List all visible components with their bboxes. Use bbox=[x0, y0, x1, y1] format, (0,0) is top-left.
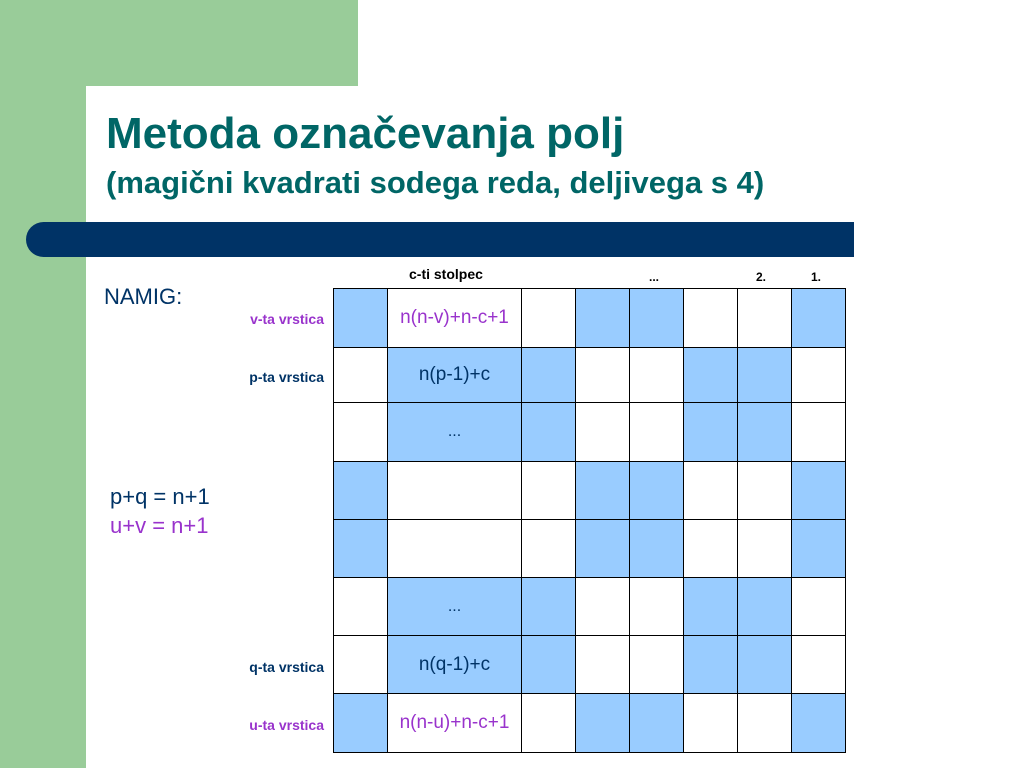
grid-cell bbox=[684, 403, 738, 462]
grid-cell bbox=[630, 520, 684, 578]
magic-square-grid bbox=[333, 288, 900, 753]
grid-cell bbox=[576, 694, 630, 753]
grid-cell bbox=[334, 348, 388, 403]
grid-cell bbox=[684, 578, 738, 636]
grid-cell bbox=[792, 348, 846, 403]
grid-cell bbox=[388, 403, 522, 462]
grid-row bbox=[334, 462, 900, 520]
grid-cell bbox=[792, 289, 846, 348]
row-label-v: v-ta vrstica bbox=[250, 311, 324, 327]
slide-title: Metoda označevanja polj bbox=[106, 109, 625, 158]
grid-cell bbox=[522, 289, 576, 348]
cell-formula-q: n(q-1)+c bbox=[418, 653, 491, 675]
cell-ellipsis: ... bbox=[447, 423, 462, 440]
grid-cell bbox=[684, 694, 738, 753]
grid-cell bbox=[576, 520, 630, 578]
grid-cell bbox=[522, 636, 576, 694]
grid-cell bbox=[630, 636, 684, 694]
grid-cell bbox=[388, 578, 522, 636]
grid-cell bbox=[792, 520, 846, 578]
grid-row bbox=[334, 694, 900, 753]
grid-row bbox=[334, 289, 900, 348]
grid-cell bbox=[522, 694, 576, 753]
grid-cell bbox=[388, 520, 522, 578]
grid-cell bbox=[522, 403, 576, 462]
grid-row bbox=[334, 348, 900, 403]
green-top-strip bbox=[0, 0, 358, 86]
grid-cell bbox=[684, 520, 738, 578]
grid-cell bbox=[334, 403, 388, 462]
cell-formula-u: n(n-u)+n-c+1 bbox=[399, 712, 510, 733]
grid-cell bbox=[630, 462, 684, 520]
row-label-p: p-ta vrstica bbox=[249, 369, 324, 385]
grid-cell bbox=[388, 348, 522, 403]
grid-row bbox=[334, 403, 900, 462]
grid-cell bbox=[684, 348, 738, 403]
equation-uv: u+v = n+1 bbox=[110, 513, 209, 538]
row-label-q: q-ta vrstica bbox=[249, 659, 324, 675]
grid-cell bbox=[630, 578, 684, 636]
grid-cell bbox=[576, 403, 630, 462]
grid-cell bbox=[738, 289, 792, 348]
grid-cell bbox=[792, 578, 846, 636]
slide-subtitle: (magični kvadrati sodega reda, deljivega s 4) bbox=[106, 165, 765, 200]
grid-cell bbox=[576, 636, 630, 694]
column-header-c: c-ti stolpec bbox=[409, 266, 483, 282]
cell-formula-v: n(n-v)+n-c+1 bbox=[400, 307, 509, 328]
grid-cell bbox=[522, 348, 576, 403]
grid-cell bbox=[738, 403, 792, 462]
grid-cell bbox=[388, 462, 522, 520]
grid-cell bbox=[576, 289, 630, 348]
grid-cell bbox=[522, 520, 576, 578]
grid-cell bbox=[684, 636, 738, 694]
title-divider-bar bbox=[26, 222, 854, 257]
grid-cell bbox=[388, 636, 522, 694]
grid-row bbox=[334, 578, 900, 636]
grid-cell bbox=[576, 348, 630, 403]
grid-cell bbox=[792, 694, 846, 753]
grid-cell bbox=[684, 462, 738, 520]
grid-cell bbox=[630, 694, 684, 753]
equation-pq: p+q = n+1 bbox=[110, 484, 210, 509]
grid-cell bbox=[576, 462, 630, 520]
grid-row bbox=[334, 520, 900, 578]
grid-cell bbox=[738, 694, 792, 753]
column-header-1: 1. bbox=[811, 270, 822, 284]
grid-cell bbox=[334, 520, 388, 578]
grid-cell bbox=[576, 578, 630, 636]
grid-cell bbox=[630, 403, 684, 462]
grid-cell bbox=[792, 636, 846, 694]
row-label-u: u-ta vrstica bbox=[249, 717, 324, 733]
cell-ellipsis: ... bbox=[447, 597, 462, 615]
grid-cell bbox=[334, 694, 388, 753]
grid-cell bbox=[738, 462, 792, 520]
grid-cell bbox=[334, 462, 388, 520]
green-side-strip bbox=[0, 0, 86, 768]
grid-cell bbox=[684, 289, 738, 348]
grid-cell bbox=[522, 578, 576, 636]
column-header-2: 2. bbox=[756, 270, 767, 284]
grid-cell bbox=[630, 289, 684, 348]
grid-cell bbox=[334, 636, 388, 694]
grid-cell bbox=[792, 403, 846, 462]
grid-cell bbox=[738, 578, 792, 636]
grid-cell bbox=[738, 636, 792, 694]
hint-label: NAMIG: bbox=[104, 284, 183, 309]
grid-cell bbox=[738, 520, 792, 578]
grid-cell bbox=[388, 289, 522, 348]
grid-row bbox=[334, 636, 900, 694]
grid-cell bbox=[334, 289, 388, 348]
grid-cell bbox=[792, 462, 846, 520]
grid-cell bbox=[334, 578, 388, 636]
grid-cell bbox=[630, 348, 684, 403]
grid-cell bbox=[738, 348, 792, 403]
grid-cell bbox=[388, 694, 522, 753]
column-header-dots: ... bbox=[649, 270, 660, 284]
grid-cell bbox=[522, 462, 576, 520]
cell-formula-p: n(p-1)+c bbox=[418, 364, 491, 385]
